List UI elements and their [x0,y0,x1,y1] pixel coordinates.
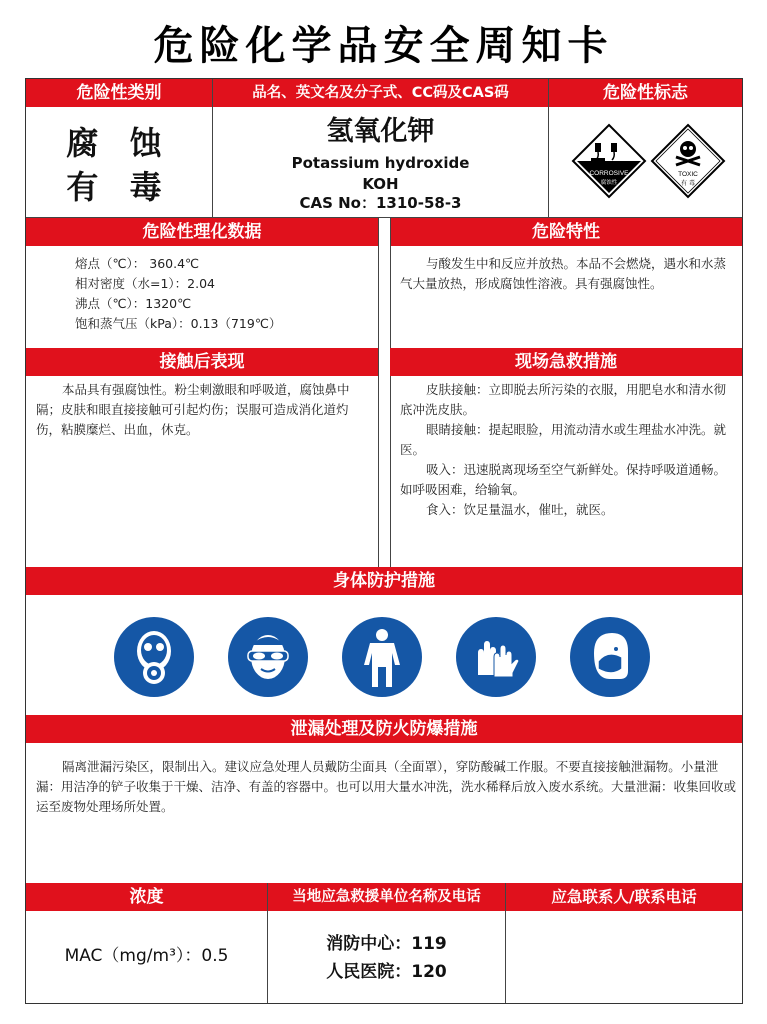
gloves-icon [456,617,536,697]
page-title: 危险化学品安全周知卡 [153,23,614,69]
protective-suit-icon [342,617,422,697]
toxic-sub: 有 毒 [681,180,695,187]
physchem-header: 危险性理化数据 [26,218,378,246]
melting-point: 熔点（℃）： 360.4℃ [75,256,200,271]
eye-contact: 眼睛接触：提起眼脸，用流动清水或生理盐水冲洗。就医。 [400,422,727,457]
leak-text: 隔离泄漏污染区，限制出入。建议应急处理人员戴防尘面具（全面罩），穿防酸碱工作服。不要直接接触泄漏物。小量泄漏：用洁净的铲子收集于干燥、洁净、有盖的容器中。也可以用大量水冲洗，洗水稀释后放入废水系统。大量泄漏：收集回收或运至废物处理场所处置。 [36,759,737,814]
goggles-icon [228,617,308,697]
gas-mask-icon [114,617,194,697]
product-cas: CAS No：1310-58-3 [299,194,462,212]
exposure-text: 本品具有强腐蚀性。粉尘刺激眼和呼吸道，腐蚀鼻中隔；皮肤和眼直接接触可引起灼伤；误服可造成消化道灼伤，粘膜糜烂、出血，休克。 [36,382,350,437]
corrosive-sub: 腐蚀性 [600,180,618,186]
safety-card [25,78,743,1004]
protection-header: 身体防护措施 [26,567,742,595]
first-aid-header: 现场急救措施 [390,348,742,376]
hospital-phone: 人民医院：120 [326,962,447,982]
hazard-props-header: 危险特性 [390,218,742,246]
toxic-pictogram [650,123,726,199]
product-en-name: Potassium hydroxide [291,154,470,172]
inhalation: 吸入：迅速脱离现场至空气新鲜处。保持呼吸道通畅。如呼吸困难，给输氧。 [400,462,727,497]
corrosive-label: CORROSIVE [589,170,629,177]
fire-station-phone: 消防中心：119 [326,934,447,954]
concentration-value: MAC（mg/m³）：0.5 [64,946,229,966]
ingestion: 食入：饮足量温水，催吐，就医。 [426,502,614,517]
vapor-pressure: 饱和蒸气压（kPa）：0.13（719℃） [75,316,282,331]
leak-header: 泄漏处理及防火防爆措施 [26,715,742,743]
product-formula: KOH [362,175,399,193]
name-header: 品名、英文名及分子式、CC码及CAS码 [213,79,548,107]
category-line-1: 腐 蚀 [66,124,172,162]
hazard-category-header: 危险性类别 [26,79,212,107]
product-cn-name: 氢氧化钾 [326,116,435,147]
category-line-2: 有 毒 [66,168,172,206]
hazard-props-text: 与酸发生中和反应并放热。本品不会燃烧，遇水和水蒸气大量放热，形成腐蚀性溶液。具有强腐蚀性。 [400,256,727,291]
corrosive-pictogram [571,123,647,199]
exposure-header: 接触后表现 [26,348,378,376]
hazard-category [26,121,212,209]
rescue-header: 当地应急救援单位名称及电话 [268,883,505,911]
physchem-data [75,254,375,334]
toxic-label: TOXIC [678,171,698,178]
concentration-header: 浓度 [26,883,267,911]
hazard-sign-header: 危险性标志 [549,79,742,107]
contact-header: 应急联系人/联系电话 [506,883,742,911]
skin-contact: 皮肤接触：立即脱去所污染的衣服，用肥皂水和清水彻底冲洗皮肤。 [400,382,727,417]
boiling-point: 沸点（℃）：1320℃ [75,296,192,311]
dust-mask-icon [570,617,650,697]
first-aid-text [400,380,734,520]
relative-density: 相对密度（水=1）：2.04 [75,276,216,291]
